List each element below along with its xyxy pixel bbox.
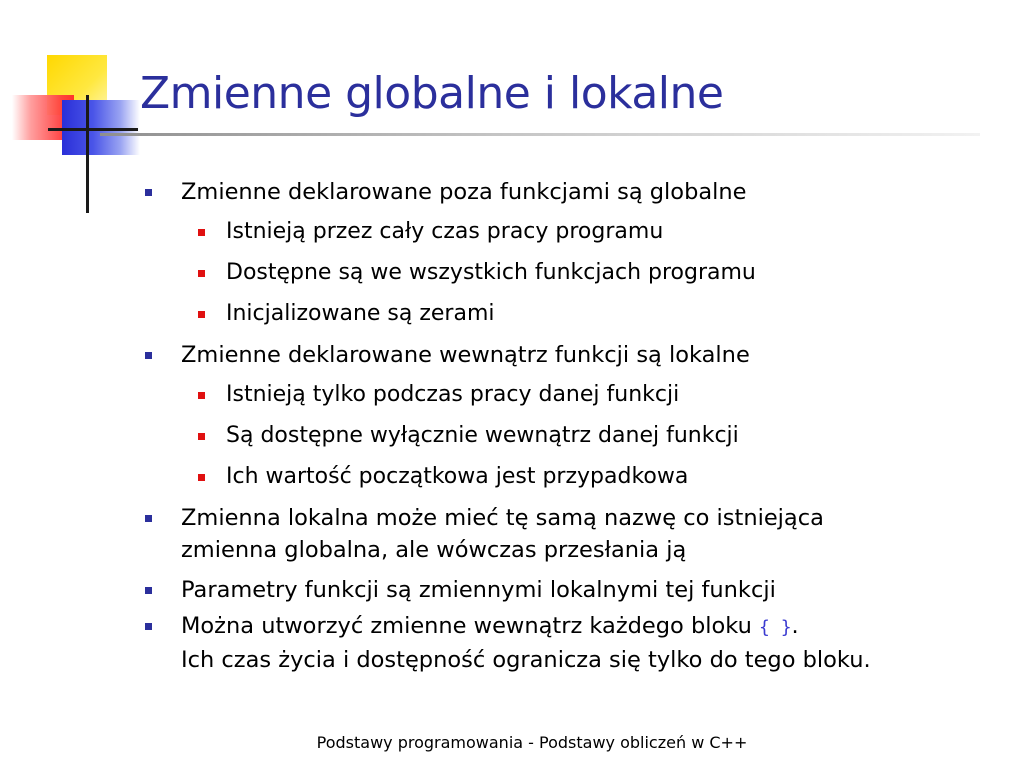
sub-bullet xyxy=(145,257,985,289)
bullet-text: Zmienne deklarowane poza funkcjami są globalne xyxy=(181,179,747,205)
sub-bullet-marker xyxy=(198,270,205,277)
bullet-marker xyxy=(145,623,152,630)
slide-content xyxy=(145,176,985,684)
bullet-marker xyxy=(145,515,152,522)
bullet-text-line1: Zmienna lokalna może mieć tę samą nazwę co istniejąca xyxy=(181,505,824,531)
sub-bullet-text: Ich wartość początkowa jest przypadkowa xyxy=(226,464,689,489)
sub-bullet-text: Istnieją tylko podczas pracy danej funkcji xyxy=(226,382,680,407)
sub-bullet xyxy=(145,216,985,248)
bullet-shadowing xyxy=(145,502,985,566)
bullet-text-period: . xyxy=(791,613,799,639)
bullet-text: Parametry funkcji są zmiennymi lokalnymi tej funkcji xyxy=(181,577,776,603)
bullet-parameters xyxy=(145,574,985,606)
bullet-global-variables xyxy=(145,176,985,208)
sub-bullet xyxy=(145,461,985,493)
slide-title: Zmienne globalne i lokalne xyxy=(140,68,724,119)
sub-bullet-marker xyxy=(198,311,205,318)
horizontal-bar xyxy=(48,128,138,131)
bullet-text: Można utworzyć zmienne wewnątrz każdego bloku xyxy=(181,613,760,639)
sub-bullet-text: Istnieją przez cały czas pracy programu xyxy=(226,219,664,244)
code-braces: { } xyxy=(759,617,792,638)
bullet-text: Zmienne deklarowane wewnątrz funkcji są lokalne xyxy=(181,342,750,368)
bullet-block-scope xyxy=(145,610,985,676)
sub-bullet-marker xyxy=(198,474,205,481)
sub-bullet xyxy=(145,420,985,452)
decorative-logo xyxy=(0,0,160,220)
vertical-bar xyxy=(86,95,89,213)
sub-bullet xyxy=(145,298,985,330)
sub-bullet-text: Są dostępne wyłącznie wewnątrz danej funkcji xyxy=(226,423,739,448)
title-underline xyxy=(100,133,980,136)
bullet-marker xyxy=(145,189,152,196)
bullet-local-variables xyxy=(145,339,985,371)
sub-bullet-marker xyxy=(198,392,205,399)
sub-bullet-marker xyxy=(198,229,205,236)
bullet-text-line2: zmienna globalna, ale wówczas przesłania ją xyxy=(181,537,687,563)
sub-bullet xyxy=(145,379,985,411)
bullet-marker xyxy=(145,587,152,594)
sub-bullet-marker xyxy=(198,433,205,440)
sub-bullet-text: Dostępne są we wszystkich funkcjach programu xyxy=(226,260,756,285)
bullet-text-line2: Ich czas życia i dostępność ogranicza się tylko do tego bloku. xyxy=(181,647,871,673)
slide-footer: Podstawy programowania - Podstawy obliczeń w C++ xyxy=(316,733,748,752)
sub-bullet-text: Inicjalizowane są zerami xyxy=(226,301,495,326)
bullet-marker xyxy=(145,352,152,359)
